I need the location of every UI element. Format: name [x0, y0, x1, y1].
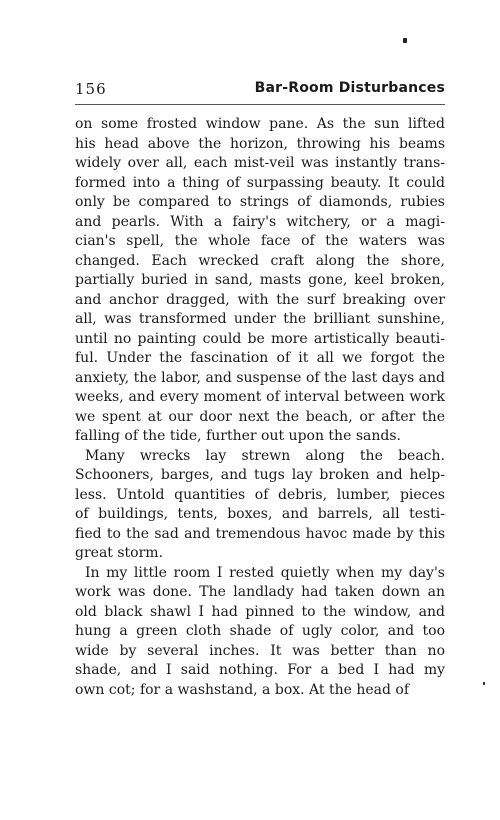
page-number: 156	[75, 80, 107, 98]
paragraph	[75, 447, 445, 564]
text-line: and pearls. With a fairy's witchery, or a magi-	[75, 213, 445, 230]
text-line: hung a green cloth shade of ugly color, and too	[75, 623, 445, 639]
running-head: Bar-Room Disturbances	[254, 80, 445, 96]
ink-speck	[403, 38, 407, 43]
body-text	[75, 115, 445, 700]
text-line: of buildings, tents, boxes, and barrels, all testi-	[75, 506, 445, 522]
text-line: shade, and I said nothing. For a bed I had my	[75, 662, 445, 678]
text-line: falling of the tide, further out upon the sands.	[75, 428, 401, 444]
text-line: we spent at our door next the beach, or after the	[75, 408, 445, 425]
header-rule	[75, 104, 445, 105]
text-line: In my little room I rested quietly when my day's	[85, 564, 445, 581]
text-line: widely over all, each mist-veil was instantly trans-	[75, 155, 445, 171]
text-line: weeks, and every moment of interval between work	[75, 389, 445, 405]
text-line: changed. Each wrecked craft along the shore,	[75, 252, 445, 269]
ink-speck	[483, 682, 485, 685]
text-line: fied to the sad and tremendous havoc made by this	[75, 525, 445, 542]
text-line: anxiety, the labor, and suspense of the last days and	[75, 369, 445, 386]
text-line: old black shawl I had pinned to the window, and	[75, 603, 445, 620]
text-line: only be compared to strings of diamonds, rubies	[75, 194, 445, 210]
text-line: until no painting could be more artistically beauti-	[75, 330, 445, 347]
text-line: cian's spell, the whole face of the waters was	[75, 233, 445, 249]
text-line: ful. Under the fascination of it all we forgot the	[75, 350, 445, 366]
text-line: less. Untold quantities of debris, lumber, pieces	[75, 486, 445, 503]
text-line: great storm.	[75, 545, 164, 561]
text-line: his head above the horizon, throwing his beams	[75, 135, 445, 152]
text-line: formed into a thing of surpassing beauty. It could	[75, 174, 445, 191]
text-line: on some frosted window pane. As the sun lifted	[75, 116, 445, 132]
text-line: Many wrecks lay strewn along the beach.	[85, 447, 445, 464]
paragraph	[75, 564, 445, 701]
text-line: partially buried in sand, masts gone, keel broken,	[75, 272, 445, 288]
text-line: work was done. The landlady had taken down an	[75, 584, 445, 600]
text-line: and anchor dragged, with the surf breaking over	[75, 291, 445, 308]
text-line: all, was transformed under the brilliant sunshine,	[75, 311, 445, 327]
text-line: wide by several inches. It was better than no	[75, 642, 445, 659]
text-line: Schooners, barges, and tugs lay broken and help-	[75, 467, 445, 483]
text-line: own cot; for a washstand, a box. At the head of	[75, 681, 410, 698]
paragraph	[75, 115, 445, 447]
page-header	[75, 80, 445, 100]
